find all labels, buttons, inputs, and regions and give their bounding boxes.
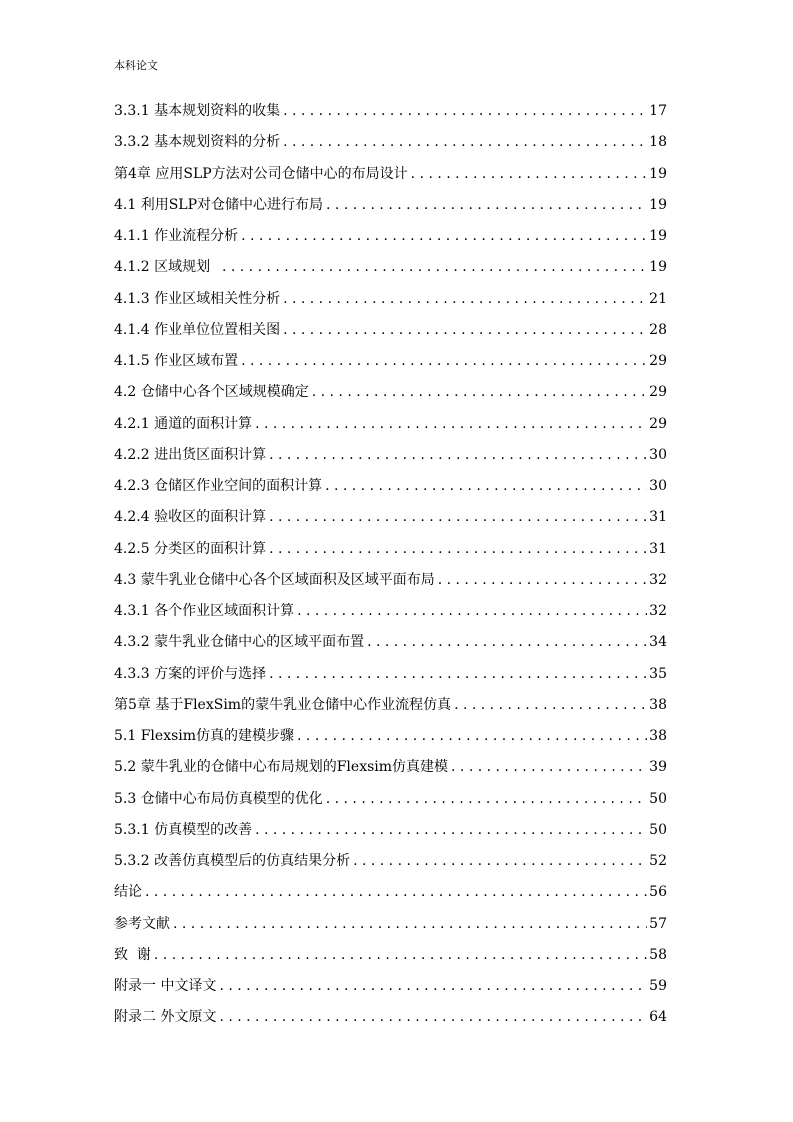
- dot-leader: [173, 909, 647, 940]
- toc-entry[interactable]: [114, 909, 667, 940]
- toc-entry-title: 5.2 蒙牛乳业的仓储中心布局规划的Flexsim仿真建模: [114, 759, 449, 776]
- toc-entry-title: 4.2.2 进出货区面积计算: [114, 446, 267, 463]
- dot-leader: [326, 784, 647, 815]
- toc-entry-title: 3.3.1 基本规划资料的收集: [114, 103, 281, 119]
- toc-entry[interactable]: [114, 784, 667, 815]
- toc-page-number: 18: [649, 134, 667, 151]
- toc-page-number: 17: [649, 103, 667, 119]
- toc-page-number: 50: [649, 821, 667, 838]
- toc-page-number: 31: [649, 540, 667, 557]
- toc-page-number: 50: [649, 790, 667, 807]
- toc-entry[interactable]: [114, 846, 667, 877]
- dot-leader: [219, 971, 647, 1002]
- toc-page-number: 39: [649, 759, 667, 776]
- toc-entry-title: 4.1 利用SLP对仓储中心进行布局: [114, 196, 324, 213]
- toc-entry-title: 4.1.2 区域规划: [114, 259, 219, 276]
- toc-page-number: 34: [649, 634, 667, 651]
- dot-leader: [255, 409, 647, 440]
- toc-page-number: 19: [649, 228, 667, 244]
- toc-entry[interactable]: [114, 409, 667, 440]
- toc-entry-title: 4.3.3 方案的评价与选择: [114, 665, 267, 682]
- toc-entry-title: 结论: [114, 884, 142, 901]
- toc-entry[interactable]: [114, 252, 667, 283]
- dot-leader: [438, 565, 647, 596]
- toc-entry[interactable]: [114, 690, 667, 721]
- dot-leader: [297, 596, 647, 627]
- dot-leader: [219, 1002, 647, 1033]
- dot-leader: [255, 815, 647, 846]
- toc-entry[interactable]: [114, 627, 667, 658]
- toc-entry-title: 5.3.2 改善仿真模型后的仿真结果分析: [114, 853, 351, 869]
- toc-entry-title: 4.3.1 各个作业区域面积计算: [114, 603, 295, 619]
- toc-page-number: 38: [649, 728, 667, 744]
- dot-leader: [154, 940, 647, 971]
- dot-leader: [241, 346, 647, 377]
- toc-page-number: 59: [649, 978, 667, 994]
- toc-entry-title: 致 谢: [114, 946, 151, 963]
- toc-page-number: 38: [649, 696, 667, 713]
- toc-entry-title: 4.1.5 作业区域布置: [114, 353, 239, 369]
- toc-entry-title: 附录一 中文译文: [114, 978, 217, 994]
- toc-page-number: 64: [649, 1009, 667, 1026]
- toc-page-number: 28: [649, 321, 667, 338]
- dot-leader: [451, 752, 647, 783]
- dot-leader: [454, 690, 647, 721]
- toc-page-number: 30: [649, 478, 667, 494]
- toc-page-number: 19: [649, 259, 667, 276]
- toc-entry[interactable]: [114, 284, 667, 315]
- toc-entry[interactable]: [114, 127, 667, 158]
- toc-entry[interactable]: [114, 940, 667, 971]
- toc-entry[interactable]: [114, 221, 667, 252]
- toc-page-number: 21: [649, 290, 667, 307]
- toc-page-number: 31: [649, 509, 667, 526]
- toc-entry[interactable]: [114, 502, 667, 533]
- toc-entry[interactable]: [114, 721, 667, 752]
- toc-page-number: 35: [649, 665, 667, 682]
- toc-entry-title: 4.1.4 作业单位位置相关图: [114, 321, 281, 338]
- toc-page-number: 30: [649, 446, 667, 463]
- toc-entry-title: 附录二 外文原文: [114, 1009, 217, 1026]
- toc-page-number: 57: [649, 915, 667, 932]
- toc-entry-title: 第4章 应用SLP方法对公司仓储中心的布局设计: [114, 165, 408, 182]
- toc-entry[interactable]: [114, 346, 667, 377]
- dot-leader: [297, 721, 647, 752]
- toc-page-number: 19: [649, 165, 667, 182]
- page-header: 本科论文: [114, 59, 158, 72]
- dot-leader: [326, 190, 647, 221]
- toc-entry-title: 4.2 仓储中心各个区域规模确定: [114, 384, 309, 401]
- toc-entry[interactable]: [114, 1002, 667, 1033]
- toc-page-number: 19: [649, 196, 667, 213]
- toc-entry-title: 5.3.1 仿真模型的改善: [114, 821, 253, 838]
- toc-page-number: 32: [649, 571, 667, 588]
- dot-leader: [222, 252, 647, 283]
- toc-entry-title: 参考文献: [114, 915, 170, 932]
- toc-entry-title: 5.1 Flexsim仿真的建模步骤: [114, 728, 295, 744]
- toc-page-number: 29: [649, 353, 667, 369]
- toc-entry[interactable]: [114, 440, 667, 471]
- toc-entry[interactable]: [114, 534, 667, 565]
- dot-leader: [269, 502, 647, 533]
- dot-leader: [283, 127, 647, 158]
- toc-entry-title: 第5章 基于FlexSim的蒙牛乳业仓储中心作业流程仿真: [114, 696, 452, 713]
- dot-leader: [283, 315, 647, 346]
- dot-leader: [145, 877, 647, 908]
- toc-entry-title: 3.3.2 基本规划资料的分析: [114, 134, 281, 151]
- toc-entry-title: 4.2.5 分类区的面积计算: [114, 540, 267, 557]
- toc-entry[interactable]: [114, 659, 667, 690]
- toc-entry-title: 4.2.1 通道的面积计算: [114, 415, 253, 432]
- toc-entry[interactable]: [114, 96, 667, 127]
- dot-leader: [312, 377, 647, 408]
- dot-leader: [325, 471, 647, 502]
- toc-entry-title: 4.1.1 作业流程分析: [114, 228, 239, 244]
- toc-entry[interactable]: [114, 596, 667, 627]
- table-of-contents: [114, 96, 667, 1034]
- toc-entry[interactable]: [114, 315, 667, 346]
- toc-page-number: 56: [649, 884, 667, 901]
- dot-leader: [241, 221, 647, 252]
- dot-leader: [353, 846, 647, 877]
- toc-page-number: 29: [649, 415, 667, 432]
- dot-leader: [283, 284, 647, 315]
- toc-entry-title: 4.1.3 作业区域相关性分析: [114, 290, 281, 307]
- toc-page-number: 58: [649, 946, 667, 963]
- toc-page-number: 32: [649, 603, 667, 619]
- toc-page-number: 29: [649, 384, 667, 401]
- toc-entry-title: 4.2.3 仓储区作业空间的面积计算: [114, 478, 323, 494]
- dot-leader: [269, 440, 647, 471]
- toc-entry-title: 4.2.4 验收区的面积计算: [114, 509, 267, 526]
- toc-entry-title: 4.3.2 蒙牛乳业仓储中心的区域平面布置: [114, 634, 365, 651]
- toc-entry[interactable]: [114, 471, 667, 502]
- toc-entry[interactable]: [114, 752, 667, 783]
- toc-entry[interactable]: [114, 190, 667, 221]
- toc-entry[interactable]: [114, 565, 667, 596]
- toc-entry[interactable]: [114, 377, 667, 408]
- dot-leader: [269, 659, 647, 690]
- dot-leader: [269, 534, 647, 565]
- toc-entry-title: 5.3 仓储中心布局仿真模型的优化: [114, 790, 323, 807]
- toc-entry[interactable]: [114, 815, 667, 846]
- dot-leader: [411, 159, 647, 190]
- toc-entry[interactable]: [114, 159, 667, 190]
- dot-leader: [367, 627, 647, 658]
- toc-entry[interactable]: [114, 877, 667, 908]
- toc-page-number: 52: [649, 853, 667, 869]
- toc-entry-title: 4.3 蒙牛乳业仓储中心各个区域面积及区域平面布局: [114, 571, 435, 588]
- dot-leader: [283, 96, 647, 127]
- toc-entry[interactable]: [114, 971, 667, 1002]
